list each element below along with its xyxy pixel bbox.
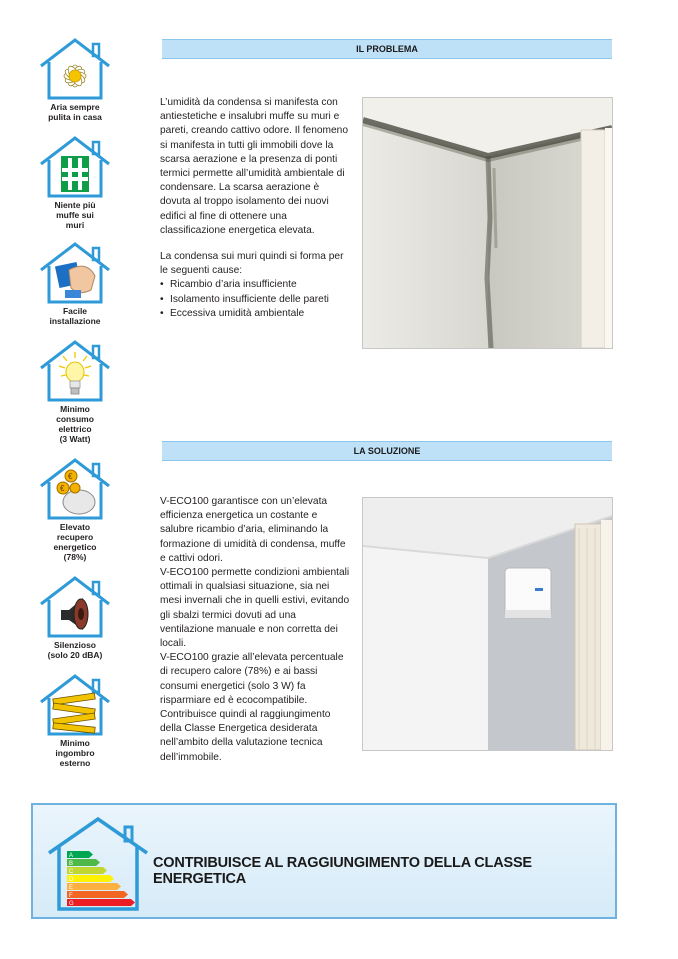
causes-list xyxy=(160,278,350,321)
hand-installation-icon xyxy=(35,240,115,304)
feature-label: Minimo consumo elettrico (3 Watt) xyxy=(56,404,94,444)
feature-label: Facile installazione xyxy=(49,306,101,326)
speaker-icon xyxy=(35,574,115,638)
folding-ruler-icon xyxy=(35,672,115,736)
energy-class-letter: C xyxy=(69,869,74,875)
list-item: • Isolamento insufficiente delle pareti xyxy=(160,293,350,307)
moldy-corner-photo xyxy=(362,97,613,349)
list-item: • Eccessiva umidità ambientale xyxy=(160,307,350,321)
problem-paragraph: La condensa sui muri quindi si forma per le seguenti cause: xyxy=(160,251,344,277)
light-bulb-icon xyxy=(35,338,115,402)
daisy-icon xyxy=(35,36,115,100)
feature-label: Niente più muffe sui muri xyxy=(54,200,96,230)
feature-compact xyxy=(30,672,120,768)
feature-label: Minimo ingombro esterno xyxy=(55,738,95,768)
energy-class-letter: G xyxy=(69,901,74,907)
feature-silent xyxy=(30,574,120,660)
energy-class-house-icon xyxy=(43,813,153,913)
solution-paragraph: V-ECO100 permette condizioni ambientali ottimali in qualsiasi situazione, sia nei mesi invernali che in quelli estivi, evitando gli sbalzi termici dovuti ad una ventilazione manuale e non corretta dei locali. xyxy=(160,567,350,650)
solution-paragraph: V-ECO100 garantisce con un’elevata efficienza energetica un costante e salubre ricambio d’aria, eliminando la formazione di umidità di condensa, muffe e cattivi odori. xyxy=(160,496,346,564)
green-cross-icon xyxy=(35,134,115,198)
feature-clean-air xyxy=(30,36,120,122)
feature-no-mold xyxy=(30,134,120,230)
energy-class-bar xyxy=(67,899,135,906)
ventilation-unit-photo xyxy=(362,497,613,751)
euro-coins-piggy-icon xyxy=(35,456,115,520)
solution-text xyxy=(160,495,350,765)
list-item: • Ricambio d’aria insufficiente xyxy=(160,278,350,292)
energy-class-bar xyxy=(67,875,114,882)
energy-class-letter: E xyxy=(69,885,74,891)
energy-class-banner xyxy=(31,803,617,919)
problem-text xyxy=(160,96,350,321)
feature-easy-install xyxy=(30,240,120,326)
feature-label: Elevato recupero energetico (78%) xyxy=(53,522,97,562)
problem-heading: IL PROBLEMA xyxy=(162,39,612,59)
solution-paragraph: V-ECO100 grazie all’elevata percentuale di recupero calore (78%) e ai bassi consumi energetici (solo 3 W) fa risparmiare ed è ecocompatibile. Contribuisce quindi al raggiungimento della Classe Energetica desiderata nell’ambito della valutazione tecnica dell’immobile. xyxy=(160,652,344,763)
svg-text:€: € xyxy=(68,472,73,481)
energy-class-letter: F xyxy=(69,893,73,899)
svg-text:€: € xyxy=(60,484,65,493)
feature-energy-recovery xyxy=(30,456,120,562)
problem-paragraph: L’umidità da condensa si manifesta con antiestetiche e insalubri muffe su muri e pareti, creando cattivo odore. Il fenomeno si manifesta in tutti gli immobili dove la scarsa aerazione e la presenza di ponti termici permette all’umidità ambientale di condensare. La scarsa aerazione è dovuta al troppo isolamento dei nuovi edifici al fine di ottenere una classificazione energetica elevata. xyxy=(160,97,349,236)
banner-text: CONTRIBUISCE AL RAGGIUNGIMENTO DELLA CLASSE ENERGETICA xyxy=(153,855,532,887)
energy-class-letter: D xyxy=(69,877,74,883)
energy-class-letter: B xyxy=(69,861,74,867)
energy-class-letter: A xyxy=(69,853,74,859)
feature-low-consumption xyxy=(30,338,120,444)
energy-class-bar xyxy=(67,891,128,898)
feature-label: Aria sempre pulita in casa xyxy=(48,102,102,122)
solution-heading: LA SOLUZIONE xyxy=(162,441,612,461)
energy-class-bar xyxy=(67,883,121,890)
feature-label: Silenzioso (solo 20 dBA) xyxy=(47,640,103,660)
